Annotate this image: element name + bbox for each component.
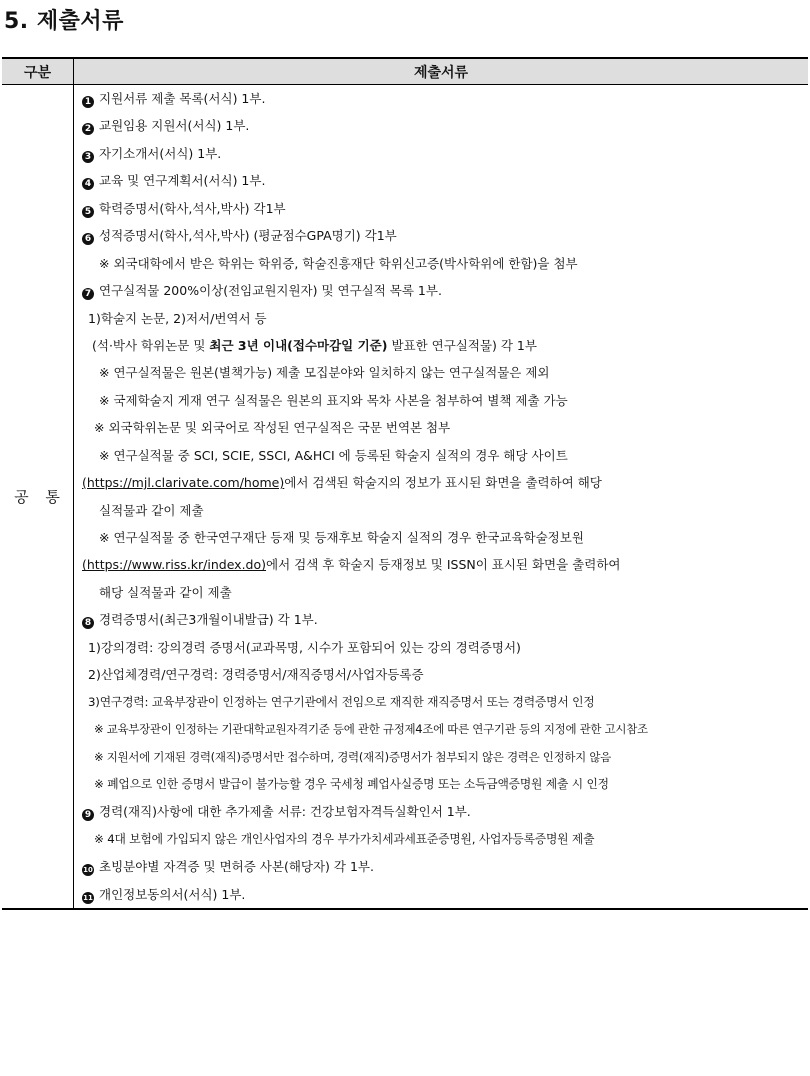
clarivate-link[interactable]: (https://mjl.clarivate.com/home) bbox=[82, 475, 285, 491]
sub-item-line: (석·박사 학위논문 및 최근 3년 이내(접수마감일 기준) 발표한 연구실적물) 각 1부 bbox=[92, 337, 537, 353]
documents-cell bbox=[74, 85, 809, 910]
number-badge: 10 bbox=[83, 866, 93, 875]
note-line: ※ 국제학술지 게재 연구 실적물은 원본의 표지와 목차 사본을 첨부하여 별책 제출 가능 bbox=[99, 392, 568, 408]
number-badge: 11 bbox=[83, 893, 93, 902]
note-line: ※ 연구실적물은 원본(별책가능) 제출 모집분야와 일치하지 않는 연구실적물은 제외 bbox=[99, 365, 550, 381]
number-badge: 8 bbox=[82, 617, 94, 629]
table-row bbox=[2, 85, 808, 910]
number-badge: 7 bbox=[82, 288, 94, 300]
list-item-7: 7 연구실적물 200%이상(전임교원지원자) 및 연구실적 목록 1부. bbox=[74, 277, 808, 304]
riss-link[interactable]: (https://www.riss.kr/index.do) bbox=[82, 557, 267, 573]
number-badge: 2 bbox=[82, 123, 94, 135]
list-item-6: 6 성적증명서(학사,석사,박사) (평균점수GPA명기) 각1부 bbox=[74, 222, 808, 249]
note-line: ※ 교육부장관이 인정하는 기관대학교원자격기준 등에 관한 규정제4조에 따른 연구기관 등의 지정에 관한 고시참조 bbox=[94, 722, 648, 737]
note-line: ※ 외국학위논문 및 외국어로 작성된 연구실적은 국문 번역본 첨부 bbox=[94, 420, 451, 436]
number-badge: 6 bbox=[82, 233, 94, 245]
table-header-row bbox=[2, 58, 808, 85]
sub-item-line: 2)산업체경력/연구경력: 경력증명서/재직증명서/사업자등록증 bbox=[88, 667, 424, 683]
note-line: ※ 연구실적물 중 SCI, SCIE, SSCI, A&HCI 에 등록된 학술지 실적의 경우 해당 사이트 bbox=[99, 447, 568, 463]
number-badge: 1 bbox=[82, 96, 94, 108]
note-line: ※ 폐업으로 인한 증명서 발급이 불가능할 경우 국세청 폐업사실증명 또는 소득금액증명원 제출 시 인정 bbox=[94, 776, 609, 791]
category-cell: 공 통 bbox=[2, 85, 74, 910]
header-category: 구분 bbox=[2, 58, 74, 85]
list-item-10: 10 초빙분야별 자격증 및 면허증 사본(해당자) 각 1부. bbox=[83, 859, 374, 875]
note-line: ※ 연구실적물 중 한국연구재단 등재 및 등재후보 학술지 실적의 경우 한국교육학술정보원 bbox=[99, 530, 584, 545]
section-title: 5. 제출서류 bbox=[4, 9, 124, 34]
sub-item-line: 3)연구경력: 교육부장관이 인정하는 연구기관에서 전임으로 재직한 재직증명서 또는 경력증명서 인정 bbox=[88, 694, 595, 709]
list-item-4: 4 교육 및 연구계획서(서식) 1부. bbox=[74, 167, 808, 194]
note-line: ※ 지원서에 기재된 경력(재직)증명서만 접수하며, 경력(재직)증명서가 첨부되지 않은 경력은 인정하지 않음 bbox=[94, 749, 611, 764]
note-line: (https://www.riss.kr/index.do)에서 검색 후 학술지 등재정보 및 ISSN이 표시된 화면을 출력하여 bbox=[82, 557, 621, 573]
note-line: 해당 실적물과 같이 제출 bbox=[99, 584, 232, 600]
sub-item-line: 1)학술지 논문, 2)저서/번역서 등 bbox=[88, 310, 267, 326]
list-item-3: 3 자기소개서(서식) 1부. bbox=[74, 140, 808, 167]
emphasis-text: 최근 3년 이내(접수마감일 기준) bbox=[209, 337, 388, 353]
list-item-5: 5 학력증명서(학사,석사,박사) 각1부 bbox=[74, 195, 808, 222]
list-item-11: 11 개인정보동의서(서식) 1부. bbox=[83, 886, 246, 902]
number-badge: 5 bbox=[82, 206, 94, 218]
number-badge: 9 bbox=[82, 809, 94, 821]
note-line: (https://mjl.clarivate.com/home)에서 검색된 학술지의 정보가 표시된 화면을 출력하여 해당 bbox=[82, 475, 602, 491]
number-badge: 4 bbox=[82, 178, 94, 190]
list-item-2: 2 교원임용 지원서(서식) 1부. bbox=[74, 112, 808, 139]
list-item-1: 1 지원서류 제출 목록(서식) 1부. bbox=[74, 85, 808, 112]
header-documents: 제출서류 bbox=[74, 58, 809, 85]
number-badge: 3 bbox=[82, 151, 94, 163]
note-line: ※ 외국대학에서 받은 학위는 학위증, 학술진흥재단 학위신고증(박사학위에 한함)을 첨부 bbox=[99, 255, 578, 271]
documents-table bbox=[2, 57, 808, 910]
sub-item-line: 1)강의경력: 강의경력 증명서(교과목명, 시수가 포함되어 있는 강의 경력증명서) bbox=[88, 639, 521, 655]
note-line: ※ 4대 보험에 가입되지 않은 개인사업자의 경우 부가가치세과세표준증명원, 사업자등록증명원 제출 bbox=[94, 831, 595, 846]
list-item-9: 9 경력(재직)사항에 대한 추가제출 서류: 건강보험자격득실확인서 1부. bbox=[74, 798, 808, 825]
list-item-8: 8 경력증명서(최근3개월이내발급) 각 1부. bbox=[74, 606, 808, 633]
note-line: 실적물과 같이 제출 bbox=[99, 502, 204, 518]
